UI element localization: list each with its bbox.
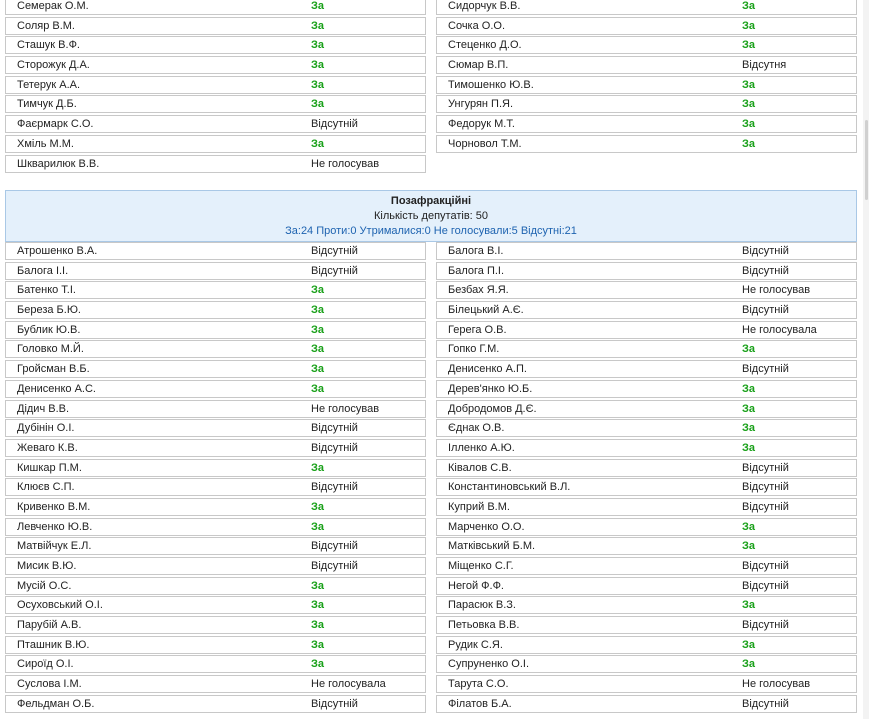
vote-result: Відсутній <box>742 619 789 632</box>
deputy-cell <box>5 76 426 94</box>
deputy-row <box>5 242 857 262</box>
vote-result: Відсутній <box>742 245 789 257</box>
deputy-name: Жеваго К.В. <box>17 441 78 454</box>
deputy-row <box>5 301 857 321</box>
deputy-name: Чорновол Т.М. <box>448 137 522 150</box>
deputy-cell <box>5 557 426 575</box>
deputy-row <box>5 577 857 597</box>
deputy-name: Хміль М.М. <box>17 137 74 150</box>
deputy-cell <box>436 596 857 614</box>
deputy-name: Константиновський В.Л. <box>448 481 571 494</box>
deputies-list-faction <box>5 242 857 715</box>
vote-result: Відсутній <box>742 560 789 572</box>
deputy-cell <box>5 56 426 74</box>
deputy-name: Денисенко А.С. <box>17 382 96 395</box>
vote-result: Не голосував <box>742 284 811 297</box>
deputy-name: Сироїд О.І. <box>17 658 74 671</box>
deputy-name: Мусій О.С. <box>17 579 72 592</box>
vote-result: Відсутній <box>311 422 358 435</box>
vote-result: За <box>742 402 756 415</box>
deputy-name: Дубінін О.І. <box>17 422 75 435</box>
deputy-name: Єднак О.В. <box>448 422 505 435</box>
vote-result: Відсутній <box>742 481 789 494</box>
vote-result: За <box>311 638 325 651</box>
deputy-name: Тарута С.О. <box>448 678 509 691</box>
vote-result: Відсутній <box>742 304 789 317</box>
deputy-name: Сторожук Д.А. <box>17 59 90 72</box>
vote-result: За <box>311 19 325 32</box>
deputy-row <box>5 557 857 577</box>
vote-result: За <box>311 304 325 317</box>
vote-result: Відсутній <box>742 461 789 474</box>
faction-header <box>5 190 857 242</box>
deputy-row <box>5 400 857 420</box>
deputy-cell <box>5 155 426 173</box>
vote-result: Відсутній <box>311 697 358 710</box>
deputy-cell <box>5 301 426 319</box>
deputy-row <box>5 155 857 175</box>
deputy-name: Гройсман В.Б. <box>17 363 90 376</box>
vote-result: За <box>311 343 325 356</box>
deputy-name: Куприй В.М. <box>448 500 510 513</box>
vote-result: Відсутній <box>742 579 789 592</box>
vote-result: За <box>742 638 756 651</box>
deputy-cell <box>436 135 857 153</box>
vote-result: За <box>742 39 756 52</box>
deputy-cell <box>5 419 426 437</box>
vote-result: За <box>742 540 756 553</box>
vote-result: За <box>742 137 756 150</box>
deputy-name: Левченко Ю.В. <box>17 520 93 533</box>
deputy-name: Тимчук Д.Б. <box>17 98 77 111</box>
deputy-name: Атрошенко В.А. <box>17 245 98 257</box>
deputy-row <box>5 439 857 459</box>
deputy-cell <box>5 675 426 693</box>
vote-result: За <box>311 599 325 612</box>
deputy-cell <box>436 340 857 358</box>
deputy-name: Балога П.І. <box>448 264 505 277</box>
deputy-cell <box>5 518 426 536</box>
deputy-name: Негой Ф.Ф. <box>448 579 504 592</box>
deputy-row <box>5 459 857 479</box>
deputy-name: Тимошенко Ю.В. <box>448 78 534 91</box>
deputy-cell <box>436 400 857 418</box>
deputy-row <box>5 56 857 76</box>
deputy-name: Марченко О.О. <box>448 520 525 533</box>
deputy-name: Балога В.І. <box>448 245 504 257</box>
deputy-name: Пташник В.Ю. <box>17 638 90 651</box>
deputy-name: Соляр В.М. <box>17 19 75 32</box>
deputy-cell <box>5 380 426 398</box>
vote-result: За <box>742 0 756 12</box>
faction-stats: За:24 Проти:0 Утрималися:0 Не голосували:5 Відсутні:21 <box>285 225 577 237</box>
vote-result: Не голосувала <box>311 678 386 691</box>
deputy-row <box>5 262 857 282</box>
deputy-cell <box>436 262 857 280</box>
deputy-cell <box>5 655 426 673</box>
vote-result: Відсутній <box>311 118 358 131</box>
deputy-name: Кривенко В.М. <box>17 500 91 513</box>
deputy-cell <box>5 400 426 418</box>
vote-result: За <box>311 461 325 474</box>
deputy-name: Сюмар В.П. <box>448 59 509 72</box>
vote-result: Відсутній <box>311 264 358 277</box>
deputy-cell <box>436 115 857 133</box>
deputy-name: Безбах Я.Я. <box>448 284 509 297</box>
deputy-name: Петьовка В.В. <box>448 619 520 632</box>
deputy-row <box>5 596 857 616</box>
deputy-cell <box>436 0 857 15</box>
scrollbar-thumb[interactable] <box>865 120 868 200</box>
vote-result: За <box>742 118 756 131</box>
deputy-cell <box>436 577 857 595</box>
deputy-cell <box>5 17 426 35</box>
vote-result: Відсутня <box>742 59 787 72</box>
deputy-name: Рудик С.Я. <box>448 638 503 651</box>
deputy-name: Балога І.І. <box>17 264 69 277</box>
deputy-cell <box>5 577 426 595</box>
deputy-row <box>5 95 857 115</box>
deputy-cell <box>436 380 857 398</box>
deputy-cell <box>5 636 426 654</box>
vote-result: За <box>311 39 325 52</box>
deputy-name: Дідич В.В. <box>17 402 70 415</box>
deputy-row <box>5 380 857 400</box>
vote-result: За <box>311 284 325 297</box>
deputy-cell <box>5 498 426 516</box>
deputy-name: Клюєв С.П. <box>17 481 75 494</box>
deputy-name: Шкварилюк В.В. <box>17 157 100 170</box>
vote-result: За <box>311 500 325 513</box>
deputy-cell <box>436 636 857 654</box>
vote-result: За <box>742 441 756 454</box>
deputy-cell <box>5 281 426 299</box>
deputy-cell <box>436 242 857 260</box>
deputy-name: Батенко Т.І. <box>17 284 76 297</box>
deputy-cell <box>5 135 426 153</box>
deputy-row <box>5 636 857 656</box>
vote-result: За <box>311 78 325 91</box>
vote-result: Не голосувала <box>742 323 817 336</box>
deputy-row <box>5 17 857 37</box>
vote-result: За <box>742 78 756 91</box>
vote-result: За <box>311 0 325 12</box>
vote-result: За <box>742 520 756 533</box>
deputy-cell <box>5 36 426 54</box>
vote-result: За <box>742 98 756 111</box>
vote-result: Не голосував <box>311 157 380 170</box>
vote-result: Відсутній <box>311 540 358 553</box>
deputy-name: Суслова І.М. <box>17 678 82 691</box>
deputy-cell <box>5 360 426 378</box>
deputy-name: Фельдман О.Б. <box>17 697 95 710</box>
deputy-cell <box>436 76 857 94</box>
vote-result: За <box>742 343 756 356</box>
vote-result: За <box>311 520 325 533</box>
deputy-cell <box>436 321 857 339</box>
deputy-name: Семерак О.М. <box>17 0 89 12</box>
vote-result: За <box>311 382 325 395</box>
vote-result: За <box>311 59 325 72</box>
deputy-name: Денисенко А.П. <box>448 363 527 376</box>
deputy-cell <box>5 115 426 133</box>
vote-result: За <box>742 382 756 395</box>
deputy-cell <box>436 36 857 54</box>
deputy-name: Осуховський О.І. <box>17 599 103 612</box>
deputy-name: Головко М.Й. <box>17 343 84 356</box>
vote-result: Відсутній <box>742 363 789 376</box>
deputy-row <box>5 76 857 96</box>
deputy-row <box>5 655 857 675</box>
deputy-cell <box>5 478 426 496</box>
deputy-cell <box>5 695 426 713</box>
vote-result: За <box>311 98 325 111</box>
deputy-cell <box>436 478 857 496</box>
deputy-cell <box>5 0 426 15</box>
deputy-cell <box>5 439 426 457</box>
deputy-name: Кишкар П.М. <box>17 461 82 474</box>
vote-result: За <box>742 599 756 612</box>
deputy-cell <box>436 419 857 437</box>
deputy-name: Фаєрмарк С.О. <box>17 118 94 131</box>
deputy-cell <box>436 439 857 457</box>
deputy-cell <box>436 459 857 477</box>
deputy-row <box>5 135 857 155</box>
vote-result: Відсутній <box>742 697 789 710</box>
deputy-row <box>5 616 857 636</box>
vote-result: За <box>311 619 325 632</box>
vote-result: Відсутній <box>311 441 358 454</box>
deputy-name: Парасюк В.З. <box>448 599 516 612</box>
deputy-row <box>5 478 857 498</box>
deputy-name: Дерев'янко Ю.Б. <box>448 382 533 395</box>
deputy-name: Добродомов Д.Є. <box>448 402 537 415</box>
vote-result: Не голосував <box>742 678 811 691</box>
deputy-name: Ківалов С.В. <box>448 461 512 474</box>
deputy-cell <box>5 616 426 634</box>
deputy-row <box>5 321 857 341</box>
vote-result: За <box>742 19 756 32</box>
vote-result: За <box>742 422 756 435</box>
deputy-name: Береза Б.Ю. <box>17 304 81 317</box>
deputy-cell <box>436 17 857 35</box>
deputy-name: Супруненко О.І. <box>448 658 529 671</box>
vote-result: Відсутній <box>742 500 789 513</box>
deputies-list-top <box>5 0 857 174</box>
deputy-cell <box>436 301 857 319</box>
vote-result: За <box>311 658 325 671</box>
deputy-name: Парубій А.В. <box>17 619 82 632</box>
vote-result: Відсутній <box>311 560 358 572</box>
vote-result: За <box>311 363 325 376</box>
deputy-name: Ілленко А.Ю. <box>448 441 515 454</box>
deputy-name: Білецький А.Є. <box>448 304 524 317</box>
deputy-name: Міщенко С.Г. <box>448 560 514 572</box>
deputy-row <box>5 281 857 301</box>
deputy-cell <box>436 56 857 74</box>
faction-title: Позафракційні <box>390 195 472 207</box>
deputy-name: Гопко Г.М. <box>448 343 500 356</box>
deputy-name: Сташук В.Ф. <box>17 39 80 52</box>
deputy-row <box>5 695 857 715</box>
vote-result: За <box>311 323 325 336</box>
deputy-cell <box>5 537 426 555</box>
deputy-cell <box>436 537 857 555</box>
deputy-name: Сочка О.О. <box>448 19 506 32</box>
page-scrollbar[interactable] <box>863 0 869 719</box>
deputy-name: Унгурян П.Я. <box>448 98 514 111</box>
deputy-name: Стеценко Д.О. <box>448 39 522 52</box>
deputy-cell <box>436 675 857 693</box>
deputy-cell <box>436 616 857 634</box>
deputy-cell <box>436 498 857 516</box>
deputy-row <box>5 498 857 518</box>
vote-result: Відсутній <box>311 245 358 257</box>
vote-result: За <box>742 658 756 671</box>
vote-result: Відсутній <box>311 481 358 494</box>
deputy-name: Герега О.В. <box>448 323 507 336</box>
deputy-cell <box>436 281 857 299</box>
deputy-cell <box>436 655 857 673</box>
deputy-row <box>5 360 857 380</box>
deputy-row <box>5 675 857 695</box>
deputy-name: Матвійчук Е.Л. <box>17 540 92 553</box>
vote-result: Відсутній <box>742 264 789 277</box>
deputy-row <box>5 0 857 17</box>
vote-result: Не голосував <box>311 402 380 415</box>
deputy-row <box>5 537 857 557</box>
faction-count: Кількість депутатів: 50 <box>373 210 489 222</box>
deputy-cell <box>436 518 857 536</box>
deputy-name: Бублик Ю.В. <box>17 323 81 336</box>
deputy-name: Тетерук А.А. <box>17 78 81 91</box>
deputy-cell <box>436 95 857 113</box>
deputy-cell <box>5 340 426 358</box>
deputy-cell <box>436 695 857 713</box>
deputy-cell <box>5 596 426 614</box>
deputy-cell <box>436 360 857 378</box>
deputy-cell <box>5 459 426 477</box>
deputy-cell <box>5 321 426 339</box>
vote-result: За <box>311 579 325 592</box>
deputy-row <box>5 419 857 439</box>
deputy-name: Матківський Б.М. <box>448 540 536 553</box>
vote-result: За <box>311 137 325 150</box>
deputy-row <box>5 518 857 538</box>
deputy-cell <box>5 95 426 113</box>
deputy-name: Філатов Б.А. <box>448 697 512 710</box>
deputy-row <box>5 36 857 56</box>
deputy-row <box>5 340 857 360</box>
deputy-cell <box>5 242 426 260</box>
deputy-name: Сидорчук В.В. <box>448 0 521 12</box>
deputy-row <box>5 115 857 135</box>
deputy-name: Федорук М.Т. <box>448 118 515 131</box>
deputy-cell <box>5 262 426 280</box>
deputy-name: Мисик В.Ю. <box>17 560 77 572</box>
deputy-cell <box>436 557 857 575</box>
